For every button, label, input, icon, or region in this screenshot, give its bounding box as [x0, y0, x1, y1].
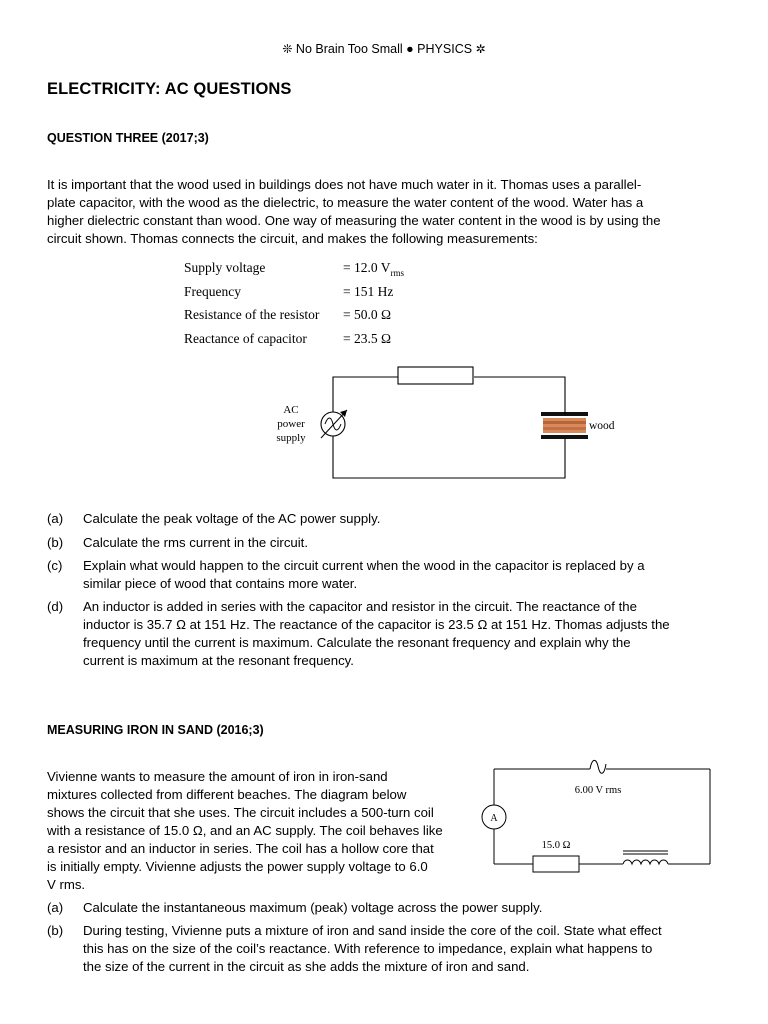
- part-text: During testing, Vivienne puts a mixture of iron and sand inside the core of the coil. State what effect this has on the size of the coil’s reactance. With reference to impedance, explain what happens to the size of the current in the circuit as she adds the mixture of iron and sand.: [83, 923, 662, 974]
- question-part-c: [47, 557, 727, 593]
- part-label: (a): [47, 900, 64, 915]
- coil-circuit-diagram: [478, 756, 723, 878]
- resistor-label: 15.0 Ω: [541, 840, 571, 851]
- part-label: (c): [47, 558, 63, 573]
- resistor: [398, 367, 473, 384]
- measurement-value: = 12.0 $V_{rms}$: [343, 260, 404, 278]
- iron-part-b: [47, 922, 727, 976]
- intro-line: Vivienne wants to measure the amount of iron in iron-sand: [47, 769, 388, 784]
- part-text: Explain what would happen to the circuit current when the wood in the capacitor is replaced by a similar piece of wood that contains more water.: [83, 558, 645, 591]
- header-text: No Brain Too Small ● PHYSICS: [295, 42, 473, 56]
- supply-label: AC: [283, 404, 299, 416]
- intro-line: V rms.: [47, 877, 86, 892]
- intro-line: mixtures collected from different beaches. The diagram below: [47, 787, 407, 802]
- flower-icon: ❊: [282, 42, 293, 56]
- measurement-name: Reactance of capacitor: [184, 330, 307, 346]
- intro-line: plate capacitor, with the wood as the dielectric, to measure the water content of the wood. Water has a: [47, 195, 644, 210]
- supply-label: supply: [276, 432, 306, 444]
- measurement-value: = 23.5 Ω: [343, 330, 392, 346]
- intro-line: a resistor and an inductor in series. The coil has a hollow core that: [47, 841, 434, 856]
- question-part-a: [47, 510, 727, 528]
- part-text: Calculate the rms current in the circuit.: [83, 535, 309, 550]
- capacitor-circuit-diagram: [255, 360, 635, 485]
- iron-sand-heading: MEASURING IRON IN SAND (2016;3): [47, 723, 264, 737]
- measurement-name: Frequency: [184, 283, 241, 299]
- supply-label: power: [277, 418, 305, 430]
- ac-supply-symbol: [321, 410, 347, 438]
- intro-line: It is important that the wood used in buildings does not have much water in it. Thomas uses a parallel-: [47, 177, 642, 192]
- part-label: (b): [47, 535, 64, 550]
- part-text: Calculate the instantaneous maximum (peak) voltage across the power supply.: [83, 900, 543, 915]
- ammeter-label: A: [490, 813, 498, 824]
- measurement-name: Resistance of the resistor: [184, 307, 320, 322]
- intro-line: circuit shown. Thomas connects the circuit, and makes the following measurements:: [47, 231, 538, 246]
- measurement-value: = 50.0 Ω: [343, 307, 392, 322]
- part-label: (a): [47, 511, 64, 526]
- question-part-b: [47, 534, 727, 552]
- part-text: An inductor is added in series with the capacitor and resistor in the circuit. The reactance of the inductor is 35.7 Ω at 151 Hz. The reactance of the capacitor is 23.5 Ω at 151 Hz. Thomas adjusts the frequency until the current is maximum. Calculate the resonant frequency and explain why the current is maximum at the resonant frequency.: [83, 599, 670, 668]
- part-label: (d): [47, 599, 64, 614]
- intro-line: shows the circuit that she uses. The circuit includes a 500-turn coil: [47, 805, 434, 820]
- part-text: Calculate the peak voltage of the AC power supply.: [83, 511, 381, 526]
- capacitor-with-wood: [541, 412, 588, 439]
- ac-supply-symbol: [590, 760, 606, 773]
- resistor: [533, 856, 579, 872]
- measurement-name: Supply voltage: [184, 260, 266, 275]
- question-three-intro: [47, 176, 729, 248]
- part-label: (b): [47, 923, 64, 938]
- wood-label: wood: [589, 420, 615, 432]
- coil-inductor: [623, 851, 668, 864]
- supply-voltage-label: 6.00 V rms: [574, 785, 622, 796]
- measurement-value: = 151 Hz: [343, 283, 394, 299]
- page-title: ELECTRICITY: AC QUESTIONS: [47, 80, 292, 98]
- page-header: [0, 42, 768, 56]
- question-three-heading: QUESTION THREE (2017;3): [47, 131, 209, 145]
- snowflake-icon: ✲: [475, 42, 486, 56]
- iron-sand-intro: [47, 768, 467, 894]
- intro-line: is initially empty. Vivienne adjusts the power supply voltage to 6.0: [47, 859, 428, 874]
- circuit-wire: [333, 377, 565, 478]
- intro-line: with a resistance of 15.0 Ω, and an AC supply. The coil behaves like: [47, 823, 443, 838]
- question-part-d: [47, 598, 727, 670]
- circuit-wire: [474, 377, 565, 415]
- iron-part-a: [47, 899, 727, 917]
- rms-subscript: rms: [390, 268, 404, 278]
- intro-line: higher dielectric constant than wood. One way of measuring the water content in the wood is by using the: [47, 213, 661, 228]
